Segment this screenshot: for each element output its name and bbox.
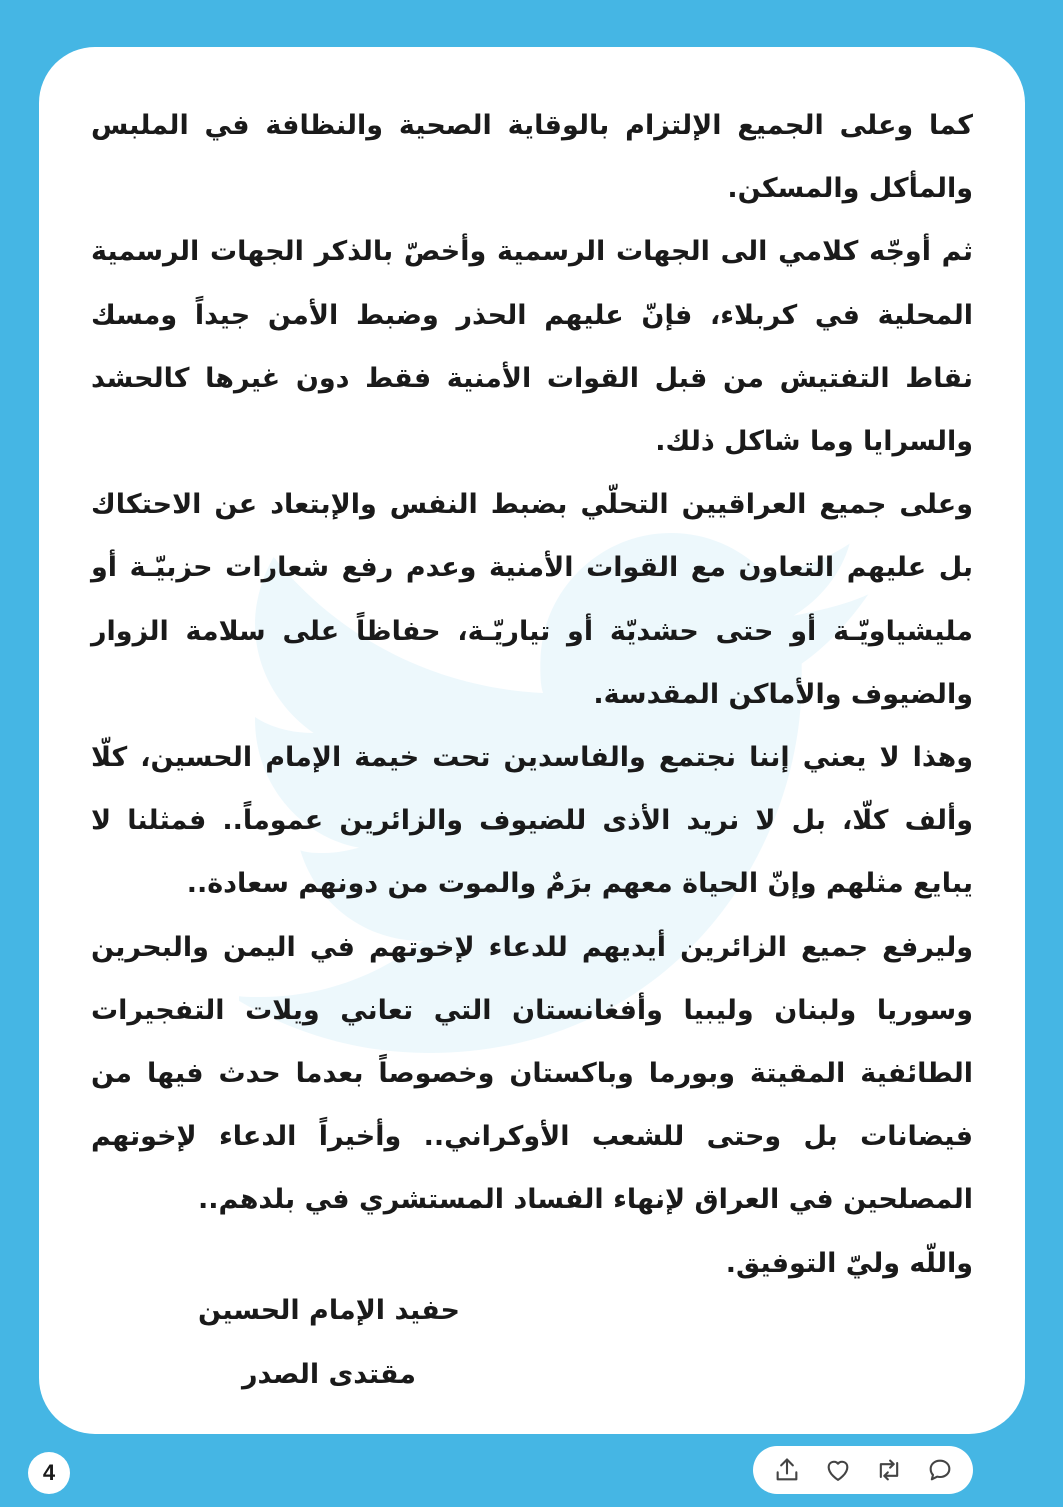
paragraph-prayer: وليرفع جميع الزائرين أيديهم للدعاء لإخوتهم في اليمن والبحرين وسوريا ولبنان وليبيا وأفغانستان التي تعاني ويلات التفجيرات الطائفية المقيتة وبورما وباكستان وخصوصاً بعدما حدث فيها من فيضانات بل وحتى للشعب الأوكراني.. وأخيراً الدعاء لإخوتهم المصلحين في العراق لإنهاء الفساد المستشري في بلدهم.. [91, 931, 973, 1216]
paragraph-self-restraint: وعلى جميع العراقيين التحلّي بضبط النفس والإبتعاد عن الاحتكاك بل عليهم التعاون مع القوات الأمنية وعدم رفع شعارات حزبيّـة أو مليشياويّـة أو حتى حشديّة أو تياريّـة، حفاظاً على سلامة الزوار والضيوف والأماكن المقدسة. [91, 489, 973, 710]
signature-name: مقتدى الصدر [241, 1359, 417, 1390]
paragraph-hygiene: كما وعلى الجميع الإلتزام بالوقاية الصحية والنظافة في الملبس والمأكل والمسكن. [91, 110, 973, 205]
tweet-actions-bar [753, 1446, 973, 1494]
share-icon[interactable] [770, 1453, 804, 1487]
reply-icon[interactable] [923, 1453, 957, 1487]
paragraph-closing: واللّه وليّ التوفيق. [725, 1247, 973, 1279]
page-card [39, 47, 1025, 1434]
retweet-icon[interactable] [872, 1453, 906, 1487]
page-number: 4 [28, 1452, 70, 1494]
statement-body [91, 94, 973, 1295]
signature-block [179, 1279, 479, 1407]
paragraph-officials: ثم أوجّه كلامي الى الجهات الرسمية وأخصّ بالذكر الجهات الرسمية المحلية في كربلاء، فإنّ عليهم الحذر وضبط الأمن جيداً ومسك نقاط التفتيش من قبل القوات الأمنية فقط دون غيرها كالحشد والسرايا وما شاكل ذلك. [91, 236, 973, 458]
paragraph-no-gathering: وهذا لا يعني إننا نجتمع والفاسدين تحت خيمة الإمام الحسين، كلّا وألف كلّا، بل لا نريد الأذى للضيوف والزائرين عموماً.. فمثلنا لا يبايع مثلهم وإنّ الحياة معهم برَمٌ والموت من دونهم سعادة.. [91, 742, 973, 900]
signature-title: حفيد الإمام الحسين [198, 1295, 460, 1326]
like-icon[interactable] [821, 1453, 855, 1487]
